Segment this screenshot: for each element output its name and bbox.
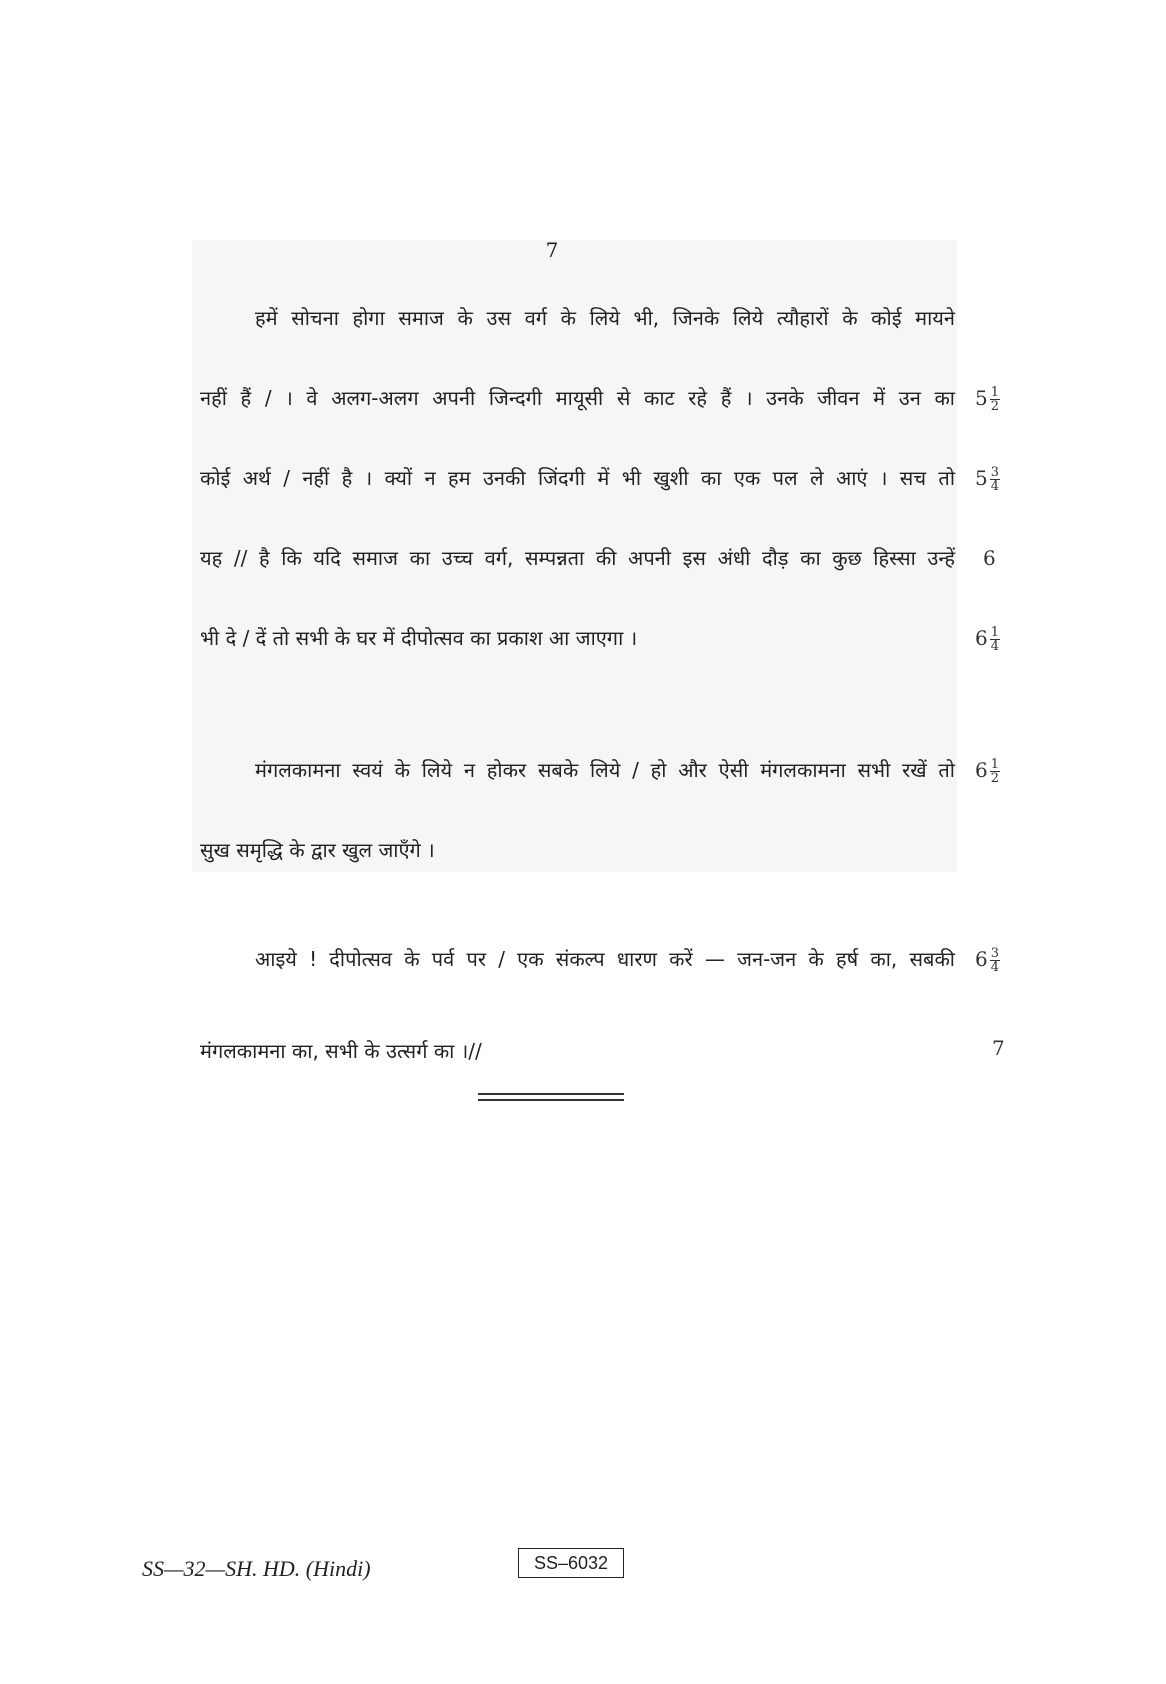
mark-fraction bbox=[990, 947, 1000, 974]
text-line: हमें सोचना होगा समाज के उस वर्ग के लिये भी, जिनके लिये त्यौहारों के कोई मायने bbox=[255, 306, 955, 330]
mark-fraction bbox=[990, 758, 1000, 785]
footer-series-box: SS–6032 bbox=[518, 1548, 624, 1578]
word-count-mark bbox=[983, 544, 1043, 572]
text-line: सुख समृद्धि के द्वार खुल जाएँगे । bbox=[200, 838, 435, 862]
word-count-mark bbox=[975, 756, 1035, 785]
mark-whole: 6 bbox=[975, 947, 988, 971]
mark-whole: 6 bbox=[975, 626, 988, 650]
fraction-denominator: 4 bbox=[990, 960, 1000, 975]
footer-paper-code: SS—32—SH. HD. (Hindi) bbox=[142, 1556, 371, 1581]
word-count-mark bbox=[975, 464, 1035, 493]
mark-whole: 5 bbox=[975, 386, 988, 410]
fraction-denominator: 2 bbox=[990, 399, 1000, 414]
text-line: आइये ! दीपोत्सव के पर्व पर / एक संकल्प धारण करें — जन-जन के हर्ष का, सबकी bbox=[255, 947, 955, 971]
fraction-denominator: 4 bbox=[990, 639, 1000, 654]
word-count-mark bbox=[992, 1034, 1052, 1062]
text-line: यह // है कि यदि समाज का उच्च वर्ग, सम्पन्नता की अपनी इस अंधी दौड़ का कुछ हिस्सा उन्हें bbox=[200, 546, 955, 570]
mark-whole: 7 bbox=[992, 1036, 1005, 1060]
text-line: मंगलकामना का, सभी के उत्सर्ग का ।// bbox=[200, 1039, 482, 1063]
word-count-mark bbox=[975, 384, 1035, 413]
text-line: नहीं हैं / । वे अलग-अलग अपनी जिन्दगी मायूसी से काट रहे हैं । उनके जीवन में उन का bbox=[200, 386, 955, 410]
mark-fraction bbox=[990, 466, 1000, 493]
mark-fraction bbox=[990, 626, 1000, 653]
fraction-numerator: 1 bbox=[990, 757, 1000, 772]
mark-whole: 6 bbox=[983, 546, 996, 570]
word-count-mark bbox=[975, 945, 1035, 974]
fraction-denominator: 4 bbox=[990, 479, 1000, 494]
end-double-rule bbox=[478, 1093, 624, 1101]
mark-whole: 6 bbox=[975, 758, 988, 782]
mark-whole: 5 bbox=[975, 466, 988, 490]
fraction-numerator: 1 bbox=[990, 625, 1000, 640]
fraction-numerator: 3 bbox=[990, 946, 1000, 961]
fraction-numerator: 1 bbox=[990, 385, 1000, 400]
text-line: भी दे / दें तो सभी के घर में दीपोत्सव का प्रकाश आ जाएगा । bbox=[200, 626, 638, 650]
fraction-denominator: 2 bbox=[990, 771, 1000, 786]
text-line: मंगलकामना स्वयं के लिये न होकर सबके लिये / हो और ऐसी मंगलकामना सभी रखें तो bbox=[255, 758, 955, 782]
mark-fraction bbox=[990, 386, 1000, 413]
word-count-mark bbox=[975, 624, 1035, 653]
fraction-numerator: 3 bbox=[990, 465, 1000, 480]
page-number: 7 bbox=[545, 238, 559, 262]
text-line: कोई अर्थ / नहीं है । क्यों न हम उनकी जिंदगी में भी खुशी का एक पल ले आएं । सच तो bbox=[200, 466, 955, 490]
